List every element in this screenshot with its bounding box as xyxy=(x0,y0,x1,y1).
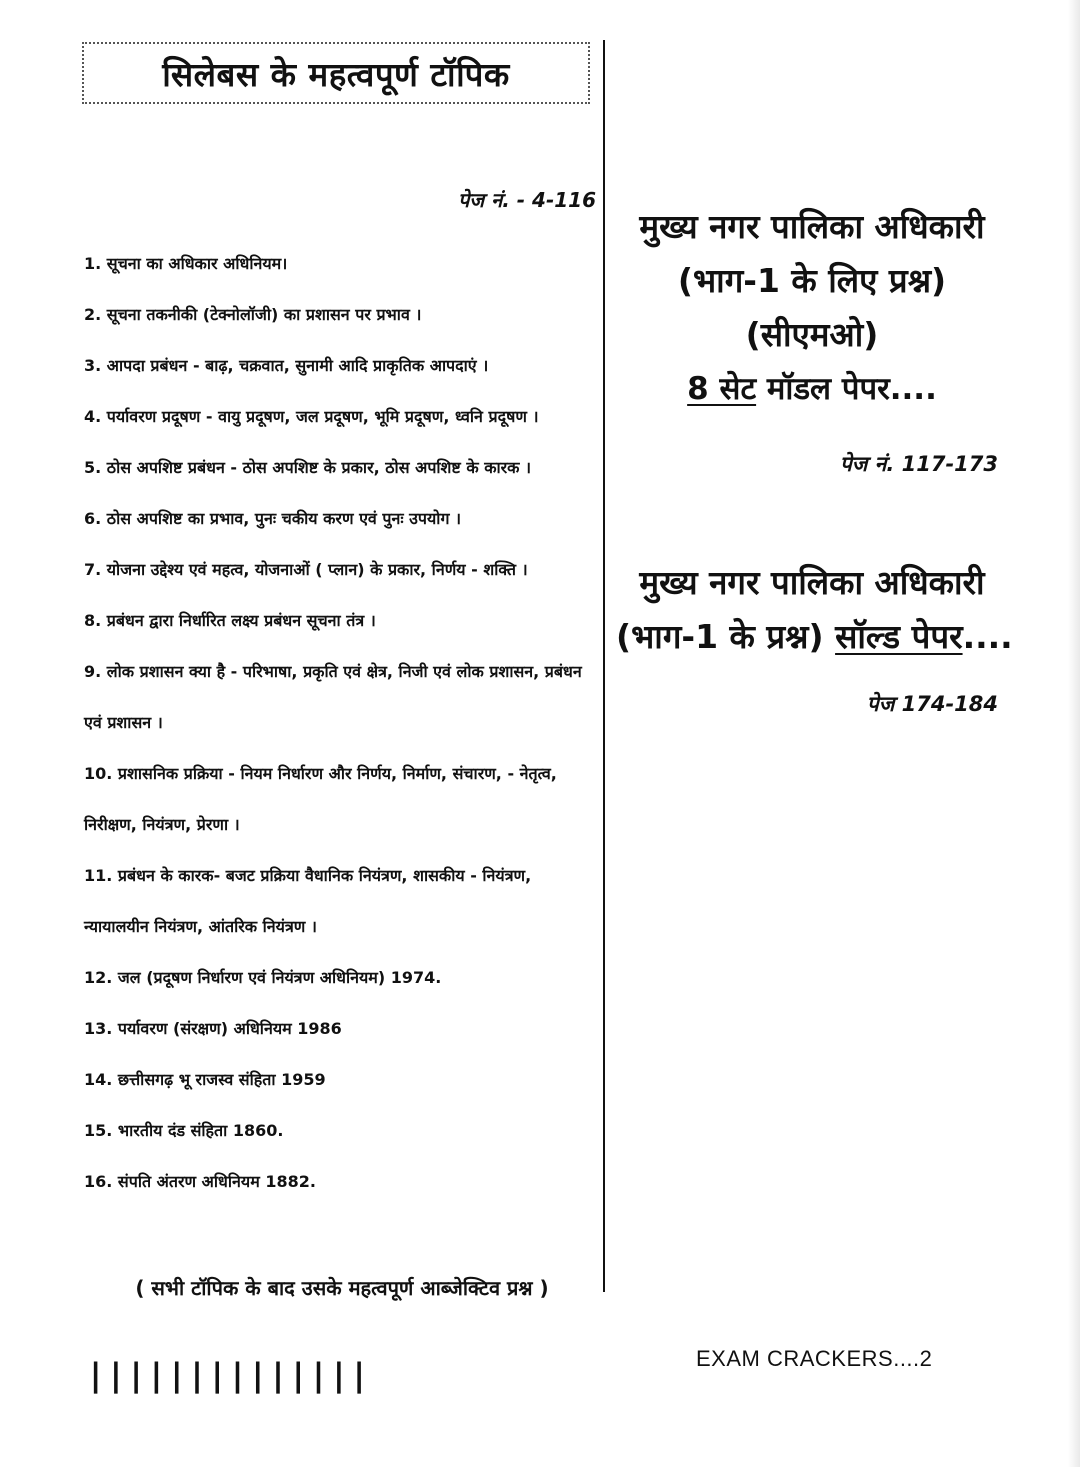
topic-item: 15. भारतीय दंड संहिता 1860. xyxy=(84,1121,284,1140)
solved-paper-prefix: (भाग-1 के प्रश्न) xyxy=(616,617,836,656)
topic-item: 3. आपदा प्रबंधन - बाढ़, चक्रवात, सुनामी आदि प्राकृतिक आपदाएं । xyxy=(84,356,489,375)
topic-item: 5. ठोस अपशिष्ट प्रबंधन - ठोस अपशिष्ट के प्रकार, ठोस अपशिष्ट के कारक । xyxy=(84,458,532,477)
topic-item: 7. योजना उद्देश्य एवं महत्व, योजनाओं ( प्लान) के प्रकार, निर्णय - शक्ति । xyxy=(84,560,528,579)
title-box xyxy=(82,42,590,104)
topic-item: 2. सूचना तकनीकी (टेक्नोलॉजी) का प्रशासन पर प्रभाव । xyxy=(84,305,422,324)
page-edge xyxy=(1068,0,1080,1467)
topic-item: 4. पर्यावरण प्रदूषण - वायु प्रदूषण, जल प्रदूषण, भूमि प्रदूषण, ध्वनि प्रदूषण । xyxy=(84,407,539,426)
footer-brand: EXAM CRACKERS....2 xyxy=(696,1346,933,1371)
model-paper-label: मॉडल पेपर.... xyxy=(756,371,937,407)
topic-item: 1. सूचना का अधिकार अधिनियम। xyxy=(84,254,288,273)
topic-item: 11. प्रबंधन के कारक- बजट प्रक्रिया वैधानिक नियंत्रण, शासकीय - नियंत्रण, न्यायालयीन नियंत्रण, आंतरिक नियंत्रण । xyxy=(84,866,532,936)
objective-questions-note: ( सभी टॉपिक के बाद उसके महत्वपूर्ण आब्जेक्टिव प्रश्न ) xyxy=(135,1276,549,1300)
model-paper-line xyxy=(616,362,1008,416)
topics-page-ref: पेज नं. - 4-116 xyxy=(457,188,596,212)
solved-paper-label: सॉल्ड पेपर xyxy=(835,617,963,656)
topic-item: 12. जल (प्रदूषण निर्धारण एवं नियंत्रण अधिनियम) 1974. xyxy=(84,968,442,987)
column-divider xyxy=(603,40,605,1292)
barcode-marks: |||||||||||||| xyxy=(86,1356,370,1394)
solved-paper-section xyxy=(616,556,1013,664)
topic-item: 8. प्रबंधन द्वारा निर्धारित लक्ष्य प्रबंधन सूचना तंत्र । xyxy=(84,611,376,630)
topic-list xyxy=(84,238,600,1207)
topic-item: 14. छत्तीसगढ़ भू राजस्व संहिता 1959 xyxy=(84,1070,326,1089)
model-paper-page-ref: पेज नं. 117-173 xyxy=(839,452,998,476)
page-title: सिलेबस के महत्वपूर्ण टॉपिक xyxy=(162,54,510,94)
topic-item: 10. प्रशासनिक प्रक्रिया - नियम निर्धारण और निर्णय, निर्माण, संचारण, - नेतृत्व, निरीक्षण, नियंत्रण, प्रेरणा । xyxy=(84,764,557,834)
set-count: 8 सेट xyxy=(687,371,757,407)
topic-item: 9. लोक प्रशासन क्या है - परिभाषा, प्रकृति एवं क्षेत्र, निजी एवं लोक प्रशासन, प्रबंधन एवं प्रशासन । xyxy=(84,662,582,732)
section-heading: मुख्य नगर पालिका अधिकारी xyxy=(639,207,985,246)
solved-paper-suffix: .... xyxy=(962,617,1013,656)
solved-paper-page-ref: पेज 174-184 xyxy=(866,692,998,716)
section-subheading: (भाग-1 के लिए प्रश्न) xyxy=(677,261,947,300)
model-paper-section xyxy=(616,200,1008,416)
topic-item: 6. ठोस अपशिष्ट का प्रभाव, पुनः चकीय करण एवं पुनः उपयोग । xyxy=(84,509,462,528)
topic-item: 13. पर्यावरण (संरक्षण) अधिनियम 1986 xyxy=(84,1019,342,1038)
topic-item: 16. संपति अंतरण अधिनियम 1882. xyxy=(84,1172,316,1191)
section-abbrev: (सीएमओ) xyxy=(745,315,879,354)
solved-paper-line xyxy=(616,610,1013,664)
section-heading: मुख्य नगर पालिका अधिकारी xyxy=(639,563,985,602)
